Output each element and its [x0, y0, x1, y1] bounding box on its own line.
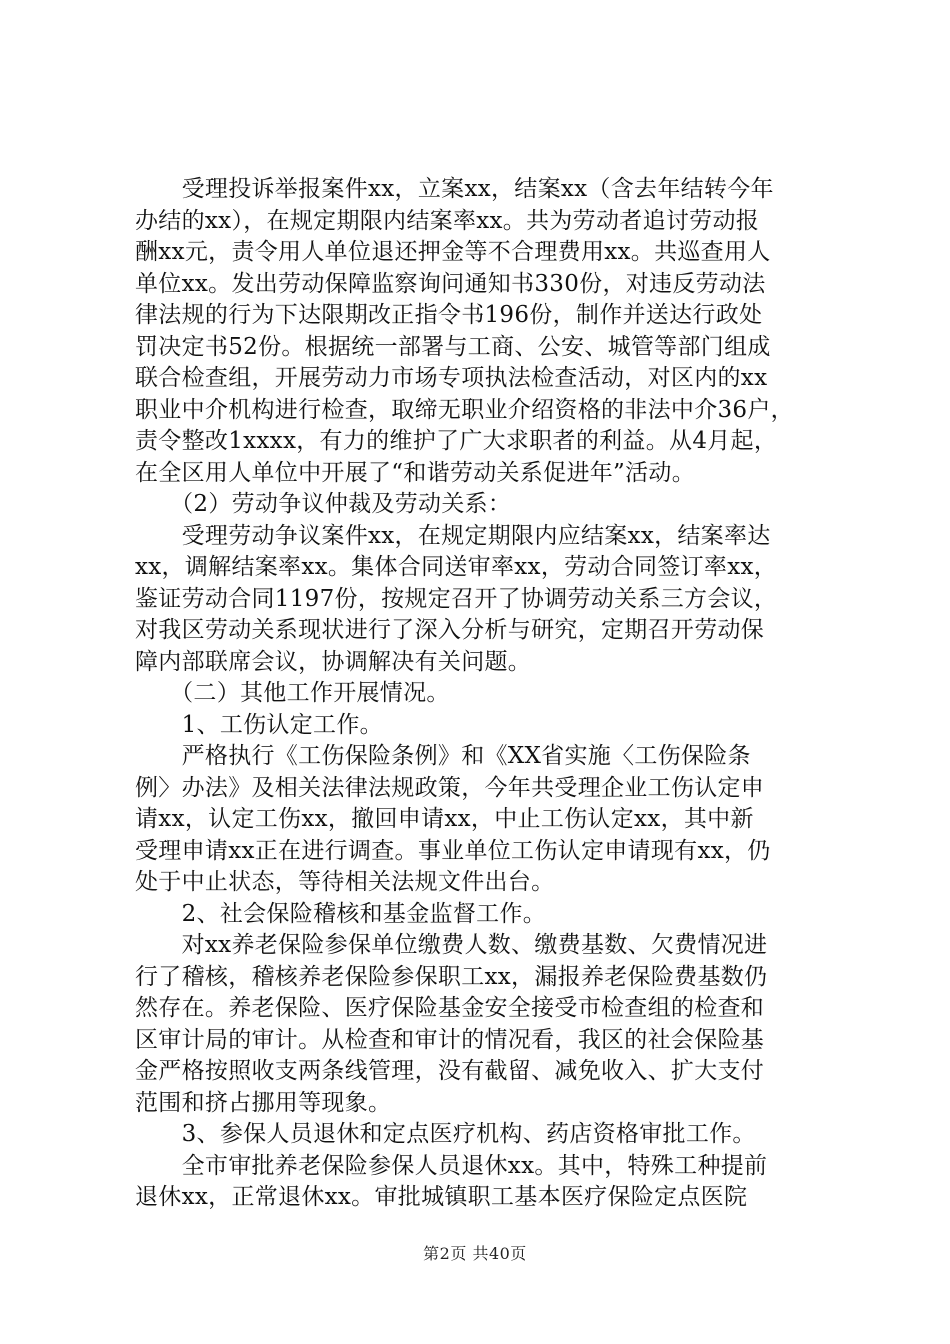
text-line: 金严格按照收支两条线管理，没有截留、减免收入、扩大支付 — [135, 1058, 765, 1084]
text-line: 办结的xx），在规定期限内结案率xx。共为劳动者追讨劳动报 — [135, 207, 760, 234]
body-text — [135, 174, 835, 1214]
text-line: 全市审批养老保险参保人员退休xx。其中，特殊工种提前 — [135, 1152, 768, 1179]
text-line: 障内部联席会议，协调解决有关问题。 — [135, 648, 532, 675]
text-line: xx，调解结案率xx。集体合同送审率xx，劳动合同签订率xx， — [135, 554, 778, 580]
text-line: 对xx养老保险参保单位缴费人数、缴费基数、欠费情况进 — [135, 932, 768, 958]
text-line: 行了稽核，稽核养老保险参保职工xx，漏报养老保险费基数仍 — [135, 963, 768, 990]
text-line: 鉴证劳动合同1197份，按规定召开了协调劳动关系三方会议， — [135, 585, 778, 612]
text-line: 对我区劳动关系现状进行了深入分析与研究，定期召开劳动保 — [135, 617, 765, 643]
text-line: 联合检查组，开展劳动力市场专项执法检查活动，对区内的xx — [135, 365, 768, 391]
text-line: 罚决定书52份。根据统一部署与工商、公安、城管等部门组成 — [135, 333, 771, 360]
text-line: 3、参保人员退休和定点医疗机构、药店资格审批工作。 — [135, 1121, 756, 1147]
text-line: 在全区用人单位中开展了“和谐劳动关系促进年”活动。 — [135, 459, 696, 486]
text-line: 受理劳动争议案件xx，在规定期限内应结案xx，结案率达 — [135, 522, 771, 549]
text-line: 请xx，认定工伤xx，撤回申请xx，中止工伤认定xx，其中新 — [135, 806, 754, 832]
text-line: 单位xx。发出劳动保障监察询问通知书330份，对违反劳动法 — [135, 270, 766, 297]
text-line: 律法规的行为下达限期改正指令书196份，制作并送达行政处 — [135, 302, 763, 328]
text-line: 酬xx元，责令用人单位退还押金等不合理费用xx。共巡查用人 — [135, 239, 771, 265]
text-line: 严格执行《工伤保险条例》和《XX省实施〈工伤保险条 — [135, 743, 751, 769]
text-line: 例〉办法》及相关法律法规政策，今年共受理企业工伤认定申 — [135, 774, 765, 801]
text-line: 处于中止状态，等待相关法规文件出台。 — [135, 869, 555, 895]
page-footer: 第2页 共40页 — [423, 1244, 527, 1263]
text-line: 2、社会保险稽核和基金监督工作。 — [135, 900, 547, 927]
text-line: 区审计局的审计。从检查和审计的情况看，我区的社会保险基 — [135, 1026, 765, 1053]
text-line: 受理申请xx正在进行调查。事业单位工伤认定申请现有xx，仍 — [135, 837, 771, 864]
text-line: （2）劳动争议仲裁及劳动关系： — [135, 491, 512, 517]
text-line: （二）其他工作开展情况。 — [135, 680, 450, 706]
text-line: 退休xx，正常退休xx。审批城镇职工基本医疗保险定点医院 — [135, 1184, 748, 1210]
text-line: 责令整改1xxxx，有力的维护了广大求职者的利益。从4月起， — [135, 428, 778, 454]
text-line: 范围和挤占挪用等现象。 — [135, 1089, 392, 1116]
text-line: 然存在。养老保险、医疗保险基金安全接受市检查组的检查和 — [135, 995, 765, 1021]
text-line: 1、工伤认定工作。 — [135, 711, 383, 738]
text-line: 受理投诉举报案件xx，立案xx，结案xx（含去年结转今年 — [135, 176, 774, 202]
text-line: 职业中介机构进行检查，取缔无职业介绍资格的非法中介36户， — [135, 396, 794, 423]
